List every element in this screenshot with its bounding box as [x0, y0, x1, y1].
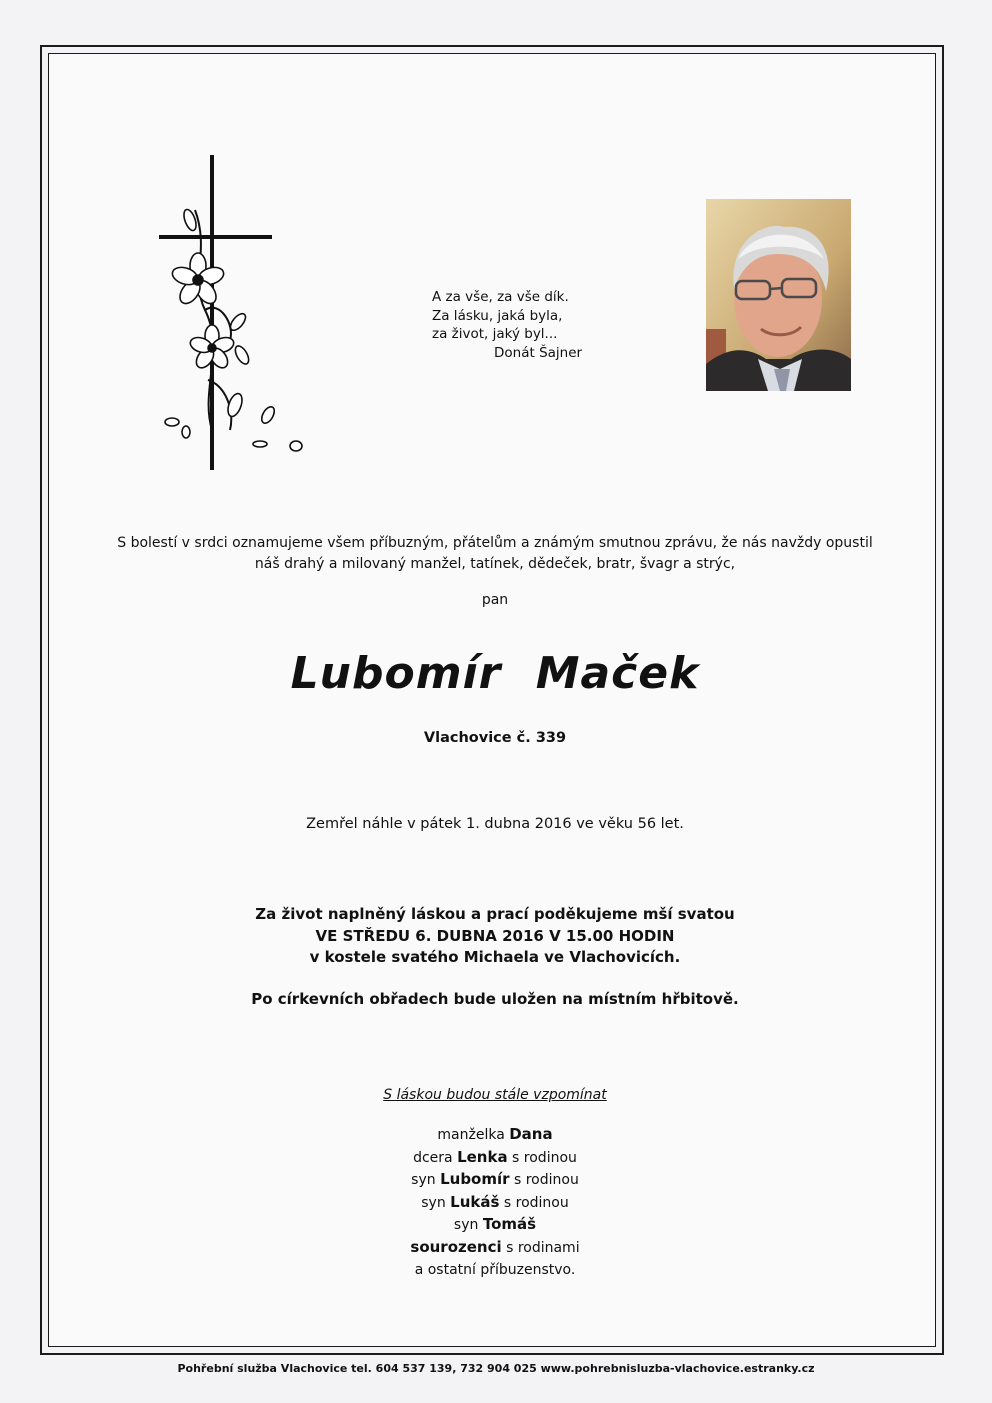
quote-line: za život, jaký byl...	[432, 326, 558, 342]
mourner-name: Lukáš	[450, 1192, 500, 1211]
memory-heading	[80, 1087, 910, 1103]
salutation: pan	[481, 592, 509, 608]
quote-line: A za vše, za vše dík.	[432, 289, 569, 305]
quote-author: Donát Šajner	[494, 344, 583, 361]
portrait-photo	[706, 199, 851, 391]
memory-heading-text: S láskou budou stále vzpomínat	[383, 1087, 607, 1103]
cross-with-flowers-icon	[150, 150, 320, 480]
mourner-name: sourozenci	[410, 1237, 502, 1256]
mourner-name: Lubomír	[440, 1170, 510, 1188]
deceased-first-name: Lubomír	[290, 648, 502, 699]
mass-line: Za život naplněný láskou a prací poděkujeme mší svatou	[255, 905, 735, 923]
list-item	[80, 1259, 910, 1282]
memorial-quote	[432, 288, 582, 362]
list-item	[80, 1192, 910, 1215]
deceased-last-name: Maček	[535, 648, 700, 699]
mass-date-time: VE STŘEDU 6. DUBNA 2016 V 15.00 HODIN	[315, 926, 675, 945]
deceased-name	[80, 648, 910, 699]
mourner-name: Lenka	[457, 1147, 508, 1166]
announcement-line: S bolestí v srdci oznamujeme všem příbuzným, přátelům a známým smutnou zprávu, že nás navždy opustil	[117, 535, 873, 551]
relation-suffix: s rodinou	[499, 1194, 569, 1211]
relation-suffix: s rodinami	[501, 1239, 580, 1256]
announcement-line: náš drahý a milovaný manžel, tatínek, dědeček, bratr, švagr a strýc,	[254, 556, 736, 572]
mourner-name: Tomáš	[482, 1215, 537, 1233]
death-notice: Zemřel náhle v pátek 1. dubna 2016 ve věku 56 let.	[306, 816, 684, 832]
list-item	[80, 1169, 910, 1192]
announcement-text	[80, 533, 910, 575]
relation-suffix: s rodinou	[509, 1172, 579, 1188]
relation: manželka	[437, 1127, 510, 1143]
list-item	[80, 1147, 910, 1170]
mass-details	[80, 904, 910, 969]
relation: dcera	[413, 1149, 458, 1166]
relation: syn	[421, 1194, 451, 1211]
list-item	[80, 1237, 910, 1260]
relation-suffix: s rodinou	[507, 1149, 577, 1166]
mourners-list	[80, 1124, 910, 1282]
deceased-address: Vlachovice č. 339	[423, 730, 567, 746]
list-item	[80, 1214, 910, 1237]
quote-line: Za lásku, jaká byla,	[432, 307, 563, 324]
list-item	[80, 1124, 910, 1147]
funeral-service-footer: Pohřební služba Vlachovice tel. 604 537 139, 732 904 025 www.pohrebnisluzba-vlachovice.estranky.cz	[177, 1362, 815, 1375]
relation: syn	[411, 1172, 441, 1188]
mass-location: v kostele svatého Michaela ve Vlachovicích.	[309, 948, 681, 966]
mourner-name: Dana	[509, 1125, 553, 1143]
burial-notice: Po církevních obřadech bude uložen na místním hřbitově.	[251, 990, 739, 1008]
relation: syn	[453, 1217, 483, 1233]
relation: a ostatní příbuzenstvo.	[414, 1262, 576, 1278]
